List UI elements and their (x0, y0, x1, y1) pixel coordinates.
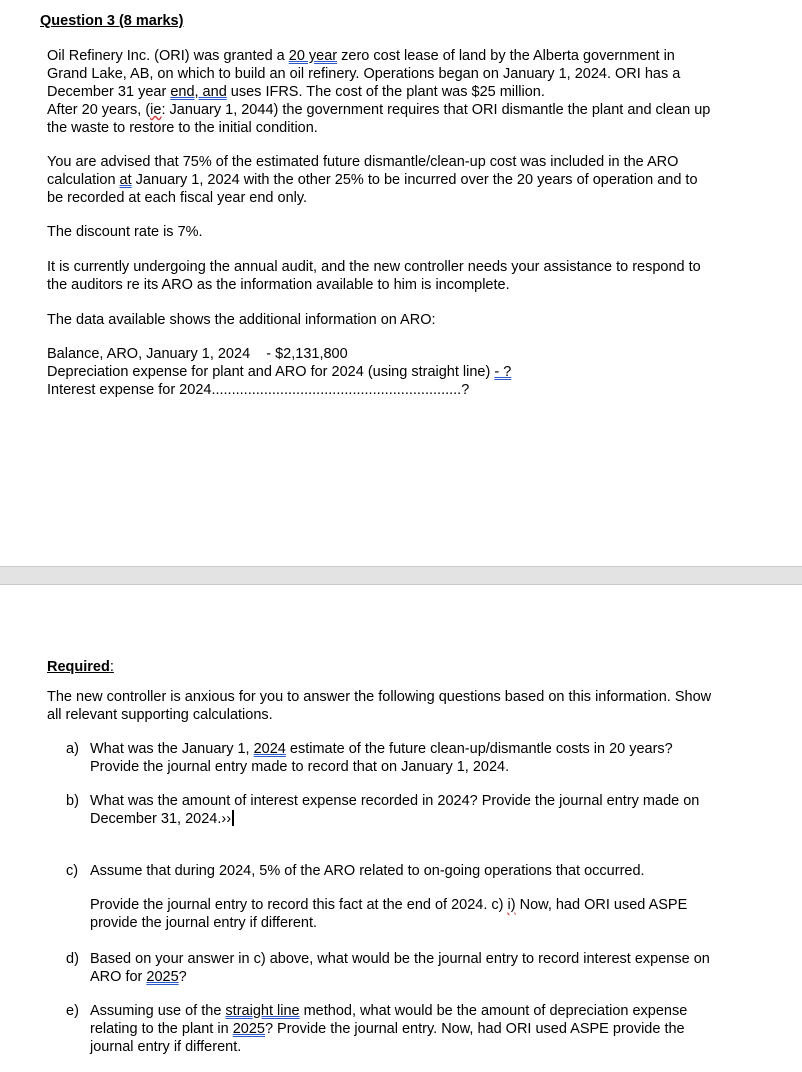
advice-line-3: be recorded at each fiscal year end only. (47, 190, 308, 206)
required-intro-line-2: all relevant supporting calculations. (47, 707, 273, 723)
question-letter: d) (66, 951, 79, 967)
grammar-mark[interactable]: 2024 (253, 741, 286, 757)
required-intro (47, 688, 750, 724)
grammar-mark[interactable]: 2025 (146, 969, 179, 985)
grammar-mark[interactable]: straight line (225, 1003, 300, 1019)
audit-line-1: It is currently undergoing the annual audit, and the new controller needs your assistance to respond to (47, 259, 701, 275)
question-letter: a) (66, 741, 79, 757)
page-2 (0, 584, 802, 1072)
question-text: What was the January 1, 2024 estimate of the future clean-up/dismantle costs in 20 years? Provide the journal entry made to record that on January 1, 2024. (90, 741, 673, 775)
grammar-mark[interactable]: end, and (170, 84, 227, 100)
grammar-mark[interactable]: 20 year (288, 48, 338, 64)
aro-balance-line: Balance, ARO, January 1, 2024 - $2,131,800 (47, 346, 348, 362)
question-letter: b) (66, 793, 79, 809)
question-text: Based on your answer in c) above, what would be the journal entry to record interest expense on ARO for 2025? (90, 951, 710, 985)
advice-paragraph (47, 153, 750, 207)
audit-line-2: the auditors re its ARO as the information available to him is incomplete. (47, 277, 510, 293)
advice-line-2: calculation at January 1, 2024 with the other 25% to be incurred over the 20 years of operation and to (47, 172, 698, 188)
intro-line-5: the waste to restore to the initial condition. (47, 120, 318, 136)
grammar-mark[interactable]: at (119, 172, 132, 188)
question-letter: e) (66, 1003, 79, 1019)
intro-line-1: Oil Refinery Inc. (ORI) was granted a 20 year zero cost lease of land by the Alberta government in (47, 48, 675, 64)
depreciation-line: Depreciation expense for plant and ARO for 2024 (using straight line) - ? (47, 364, 512, 380)
intro-line-3: December 31 year end, and uses IFRS. The cost of the plant was $25 million. (47, 84, 545, 100)
intro-line-2: Grand Lake, AB, on which to build an oil refinery. Operations began on January 1, 2024. ORI has a (47, 66, 681, 82)
intro-line-4: After 20 years, (ie: January 1, 2044) the government requires that ORI dismantle the plant and clean up (47, 102, 711, 118)
required-heading: Required: (47, 659, 114, 675)
page-separator (0, 566, 802, 585)
advice-line-1: You are advised that 75% of the estimated future dismantle/clean-up cost was included in the ARO (47, 154, 679, 170)
discount-rate: The discount rate is 7%. (47, 224, 203, 240)
text-cursor (232, 810, 234, 826)
grammar-mark[interactable]: 2025 (232, 1021, 265, 1037)
audit-paragraph (47, 258, 750, 294)
spelling-mark[interactable]: ie (150, 102, 162, 118)
question-text: What was the amount of interest expense recorded in 2024? Provide the journal entry made on December 31, 2024.›› (90, 793, 700, 827)
question-title: Question 3 (8 marks) (40, 13, 184, 29)
interest-line: Interest expense for 2024..............................................................? (47, 382, 470, 398)
question-text: Assume that during 2024, 5% of the ARO related to on-going operations that occurred. Provide the journal entry to record this fact at the end of 2024. c) i) Now, had ORI used ASPE provide the journal entry if different. (90, 863, 688, 931)
intro-paragraph (47, 47, 750, 137)
question-letter: c) (66, 863, 79, 879)
question-text: Assuming use of the straight line method, what would be the amount of depreciation expense relating to the plant in 2025? Provide the journal entry. Now, had ORI used ASPE provide the journal entry if different. (90, 1003, 688, 1055)
data-intro: The data available shows the additional information on ARO: (47, 312, 436, 328)
spelling-mark[interactable]: i) (507, 897, 516, 913)
grammar-mark[interactable]: - ? (494, 364, 512, 380)
required-intro-line-1: The new controller is anxious for you to answer the following questions based on this information. Show (47, 689, 712, 705)
